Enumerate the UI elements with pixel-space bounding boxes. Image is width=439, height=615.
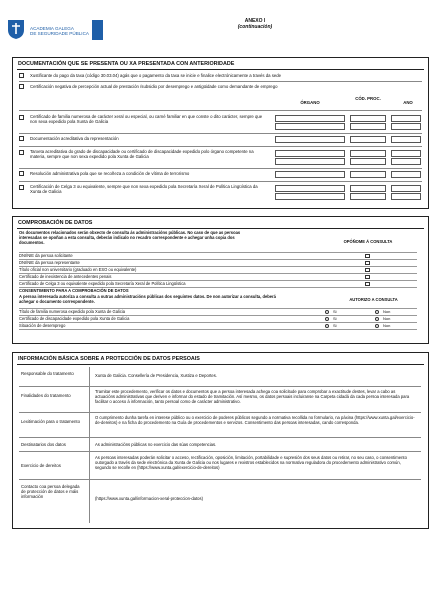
section-title: DOCUMENTACIÓN QUE SE PRESENTA OU XA PRESENTADA CON ANTERIORIDADE <box>18 61 235 67</box>
auth-item: Certificado de discapacidade expedido pola Xunta de Galicia <box>19 316 130 321</box>
row-divider <box>19 133 422 134</box>
row-divider <box>19 322 417 323</box>
row-divider <box>19 386 421 387</box>
oppose-checkbox[interactable] <box>365 268 370 273</box>
section-divider <box>17 69 424 70</box>
checkbox[interactable] <box>19 84 24 89</box>
cod-proc-field[interactable] <box>350 115 386 122</box>
doc-item[interactable] <box>19 114 269 124</box>
column-header-ano: ANO <box>403 100 413 105</box>
auth-header: AUTORIZO A CONSULTA <box>349 297 398 302</box>
organo-field[interactable] <box>275 150 345 157</box>
oppose-intro: Os documentos relacionados serán obxecto de consulta ás administracións públicas. No caso de que as persoas interesadas se opoñan a esta consulta, deberán indicalo no recadro correspondente e achegar unha copia dos documentos. <box>19 230 241 245</box>
oppose-item: Título oficial non universitario (graduado en ESO ou equivalente) <box>19 267 137 272</box>
radio-yes[interactable] <box>325 323 337 328</box>
doc-item-label: Certificación negativa de percepción actual de prestación /subsidio por desemprego e antigüidade como demandante de emprego <box>30 84 278 89</box>
annex-heading <box>200 18 310 30</box>
auth-item: Situación de desemprego <box>19 323 66 328</box>
protection-row-text: (https://www.xunta.gal/informacion-xeral-proteccion-datos) <box>95 496 203 501</box>
protection-row-label: Destinatarios dos datos <box>21 442 66 447</box>
section-title: COMPROBACIÓN DE DATOS <box>18 220 93 226</box>
row-divider <box>19 110 422 111</box>
org-name-line2: DE SEGURIDADE PÚBLICA <box>30 31 89 36</box>
protection-row-label: Contacto coa persoa delegada de protección de datos e máis información <box>21 484 80 500</box>
doc-item[interactable] <box>19 184 269 194</box>
organo-field[interactable] <box>275 193 345 200</box>
ano-field[interactable] <box>391 115 421 122</box>
section-title: INFORMACIÓN BÁSICA SOBRE A PROTECCIÓN DE DATOS PERSOAIS <box>18 356 200 362</box>
row-divider <box>19 168 422 169</box>
radio-yes[interactable] <box>325 316 337 321</box>
radio-yes-label: Si <box>333 323 337 328</box>
ano-field[interactable] <box>391 185 421 192</box>
shield-icon <box>6 18 26 40</box>
organo-field[interactable] <box>275 123 345 130</box>
column-divider <box>89 367 90 523</box>
doc-item[interactable] <box>19 136 269 141</box>
organo-field[interactable] <box>275 158 345 165</box>
row-divider <box>19 451 421 452</box>
doc-item[interactable] <box>19 149 269 159</box>
row-divider <box>19 181 422 182</box>
doc-item-label: Xustificante do pago da taxa (código 30.03.04) agás que o pagamento da taxa se inicie e finalice electrónicamente a través da sede <box>30 73 282 78</box>
oppose-item: DNI/NIE da persoa representante <box>19 260 80 265</box>
cod-proc-field[interactable] <box>350 185 386 192</box>
organization-logo <box>6 18 102 44</box>
doc-item-label: Certificación de Celga 3 ou equivalente, sempre que non sexa expedido pola Secretaría Xeral de Política Lingüística da Xunta de Galicia <box>30 184 258 195</box>
oppose-checkbox[interactable] <box>365 261 370 266</box>
org-name-line1: ACADEMIA GALEGA <box>30 26 74 31</box>
ano-field[interactable] <box>391 136 421 143</box>
row-divider <box>19 412 421 413</box>
oppose-header: OPÓÑOME Á CONSULTA <box>343 239 393 244</box>
auth-title: CONSENTIMENTO PARA A COMPROBACIÓN DE DATOS <box>19 288 129 293</box>
column-header-organo: ÓRGANO <box>300 100 320 105</box>
checkbox[interactable] <box>19 150 24 155</box>
row-divider <box>19 252 417 253</box>
ano-field[interactable] <box>391 171 421 178</box>
row-divider <box>19 437 421 438</box>
checkbox[interactable] <box>19 115 24 120</box>
ano-field[interactable] <box>391 123 421 130</box>
row-divider <box>19 146 422 147</box>
doc-item-label: Tarxeta acreditativa do grado de discapacidade ou certificado de discapacidade expedido polo órgano competente na materia, sempre que non sexa expedido pola Xunta de Galicia <box>30 149 254 160</box>
protection-row-text: As administracións públicas no exercicio das súas competencias. <box>95 442 217 447</box>
radio-no[interactable] <box>375 316 390 321</box>
row-divider <box>19 329 417 330</box>
section-divider <box>17 228 424 229</box>
data-check-section <box>12 216 429 344</box>
annex-subtitle: (continuación) <box>237 24 273 30</box>
auth-intro: A persoa interesada autoriza a consulta a outras administracións públicas dos seguintes datos. De non autorizar a consulta, deberá achegar o documento correspondente. <box>19 294 276 304</box>
oppose-item: DNI/NIE da persoa solicitante <box>19 253 73 258</box>
ano-field[interactable] <box>391 158 421 165</box>
doc-item-label: Resolución administrativa pola que se recoñeza a condición de vítima de terrorismo <box>30 171 190 176</box>
cod-proc-field[interactable] <box>350 123 386 130</box>
doc-item-label: Documentación acreditativa da representación <box>30 136 119 141</box>
protection-row-text: Xunta de Galicia. Consellería de Presidencia, Xustiza e Deportes. <box>95 373 217 378</box>
doc-item[interactable] <box>19 171 269 176</box>
doc-item-label: Certificado de familia numerosa de carácter xeral ou especial, ou carné familiar en que conste o dito carácter, sempre que non sexa expedido pola Xunta de Galicia <box>30 114 263 125</box>
radio-no[interactable] <box>375 309 390 314</box>
xunta-emblem-icon <box>92 20 103 40</box>
protection-row-label: Finalidades do tratamento <box>21 393 71 398</box>
checkbox[interactable] <box>19 136 24 141</box>
doc-item[interactable] <box>19 73 419 78</box>
annex-title: ANEXO I <box>244 18 266 24</box>
organo-field[interactable] <box>275 115 345 122</box>
radio-yes-label: Si <box>333 316 337 321</box>
radio-no-label: Non <box>383 323 391 328</box>
cod-proc-field[interactable] <box>350 136 386 143</box>
column-header-cod-proc: CÓD. PROC. <box>355 96 381 101</box>
radio-no-label: Non <box>383 316 391 321</box>
protection-row-text: Tramitar este procedemento, verificar os datos e documentos que a persoa interesada achega coa solicitude para comprobar a exactitude destes, levar a cabo as actuacións administrativas que deriven e informar do estado de tramitación. Así mesmo, os datos persoais incluiranse na Carpeta cidadá da cada persoa interesada para facilitar o acceso á información, tanto persoal como de carácter administrativo. <box>95 389 410 405</box>
row-divider <box>19 81 422 82</box>
section-divider <box>17 364 424 365</box>
checkbox[interactable] <box>19 171 24 176</box>
data-protection-section <box>12 352 429 529</box>
oppose-item: Certificado de Celga 3 ou equivalente expedido pola Secretaría Xeral de Política Lingüística <box>19 281 186 286</box>
checkbox[interactable] <box>19 73 24 78</box>
protection-row-label: Lexitimación para o tratamento <box>21 419 80 424</box>
oppose-checkbox[interactable] <box>365 282 370 287</box>
radio-yes-label: Si <box>333 309 337 314</box>
cod-proc-field[interactable] <box>350 158 386 165</box>
cod-proc-field[interactable] <box>350 150 386 157</box>
protection-row-label: Exercicio de dereitos <box>21 463 61 468</box>
organo-field[interactable] <box>275 171 345 178</box>
ano-field[interactable] <box>391 150 421 157</box>
auth-item: Título de familia numerosa expedido pola Xunta de Galicia <box>19 309 126 314</box>
protection-row-text: As persoas interesadas poderán solicitar o acceso, rectificación, oposición, limitación, portabilidade e supresión dos seus datos ou retirar, no seu caso, o consentimento outorgado a través da sede electrónica da Xunta de Galicia ou nos lugares e rexistros establecidos na normativa reguladora do procedemento administrativo común, segundo se recolle en (https://www.xunta.gal/exercicio-de-dereitos) <box>95 455 407 471</box>
radio-no[interactable] <box>375 323 390 328</box>
checkbox[interactable] <box>19 185 24 190</box>
cod-proc-field[interactable] <box>350 171 386 178</box>
oppose-checkbox[interactable] <box>365 275 370 280</box>
protection-row-label: Responsable do tratamento <box>21 371 74 376</box>
oppose-checkbox[interactable] <box>365 254 370 259</box>
cod-proc-field[interactable] <box>350 193 386 200</box>
radio-yes[interactable] <box>325 309 337 314</box>
organo-field[interactable] <box>275 136 345 143</box>
oppose-item: Certificado de inexistencia de antecedentes penais <box>19 274 112 279</box>
documentation-section <box>12 57 429 209</box>
protection-row-text: O cumprimento dunha tarefa en interese público ou o exercicio de poderes públicos segundo a normativa recollida no formulario, na páxina (https://www.xunta.gal/exercicio-de-dereitos) e na ficha do procedemento na Guía de procedementos e servizos. Consentimento das persoas interesadas, cando corresponda. <box>95 415 415 426</box>
ano-field[interactable] <box>391 193 421 200</box>
row-divider <box>19 479 421 480</box>
radio-no-label: Non <box>383 309 391 314</box>
organo-field[interactable] <box>275 185 345 192</box>
doc-item[interactable] <box>19 84 419 89</box>
